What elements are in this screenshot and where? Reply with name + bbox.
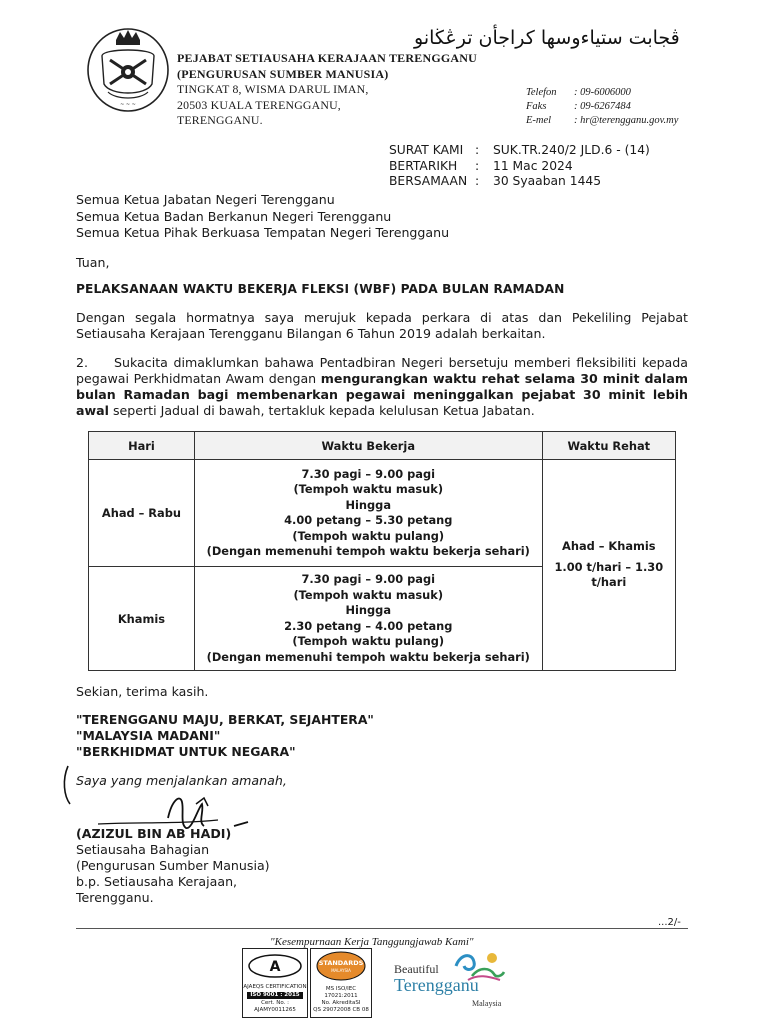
cert-body-name: AJAEQS CERTIFICATION	[243, 984, 307, 990]
reference-block	[389, 143, 650, 190]
email-label: E-mel	[526, 115, 552, 126]
time-note: (Tempoh waktu pulang)	[292, 634, 445, 648]
cert-number: Cert. No. : AJAMY0011265	[254, 1000, 296, 1013]
reference-label: BERTARIKH	[389, 158, 458, 173]
signer-title: (Pengurusan Sumber Manusia)	[76, 858, 270, 873]
accreditation-code: QS 29072008 CB 08	[313, 1007, 369, 1013]
fax-label: Faks	[526, 101, 547, 112]
svg-text:MALAYSIA: MALAYSIA	[331, 968, 351, 973]
phone-row	[526, 86, 678, 100]
phone-label: Telefon	[526, 87, 557, 98]
footer-divider	[76, 928, 688, 929]
closing-line: Sekian, terima kasih.	[76, 684, 209, 699]
working-hours-cell	[194, 460, 542, 567]
beautiful-terengganu-logo	[392, 948, 512, 1012]
motto-block	[76, 712, 374, 760]
schedule-table	[88, 431, 676, 671]
paragraph-text: seperti Jadual di bawah, tertakluk kepada kelulusan Ketua Jabatan.	[108, 403, 535, 418]
signer-title: Setiausaha Bahagian	[76, 842, 210, 857]
condition-note: (Dengan memenuhi tempoh waktu bekerja sehari)	[206, 544, 530, 558]
recipient-line: Semua Ketua Jabatan Negeri Terengganu	[76, 192, 335, 207]
fax-row	[526, 100, 678, 114]
paragraph-2	[76, 355, 688, 419]
office-address-block	[177, 51, 477, 129]
email-row	[526, 114, 678, 128]
recipient-line: Semua Ketua Pihak Berkuasa Tempatan Negeri Terengganu	[76, 225, 450, 240]
svg-text:ڤجابت ستياءوسها كراجأن ترڠڬانو: ڤجابت ستياءوسها كراجأن ترڠڬانو	[414, 27, 680, 49]
signer-block	[76, 826, 270, 906]
rest-days: Ahad – Khamis	[562, 539, 656, 554]
recipients-block	[76, 192, 449, 242]
time-range: 7.30 pagi – 9.00 pagi	[301, 466, 436, 481]
signer-title: Terengganu.	[76, 890, 154, 905]
brand-line-3: Malaysia	[472, 999, 502, 1008]
brand-line-1: Beautiful	[394, 962, 439, 976]
condition-note: (Dengan memenuhi tempoh waktu bekerja sehari)	[206, 649, 530, 664]
reference-value: 30 Syaaban 1445	[493, 174, 602, 188]
brand-line-2: Terengganu	[394, 975, 479, 995]
jawi-office-title	[178, 22, 680, 52]
reference-row	[389, 174, 650, 190]
time-range: 7.30 pagi – 9.00 pagi	[301, 572, 436, 586]
certification-logo	[243, 949, 307, 981]
contact-block	[526, 86, 678, 128]
department-name: (PENGURUSAN SUMBER MANUSIA)	[177, 66, 389, 81]
svg-text:A: A	[269, 959, 281, 975]
rest-time-cell	[542, 460, 675, 671]
time-range: 2.30 petang – 4.00 petang	[284, 618, 453, 633]
paragraph-emphasis: mengurangkan waktu rehat selama 30 minit dalam bulan Ramadan bagi membenarkan pegawai meninggalkan pejabat 30 minit lebih awal	[76, 371, 688, 418]
reference-row	[389, 143, 650, 159]
signer-name: (AZIZUL BIN AB HADI)	[76, 826, 232, 841]
reference-colon: :	[475, 143, 480, 157]
working-hours-cell	[194, 567, 542, 671]
reference-colon: :	[475, 158, 480, 173]
iso-certification-badge	[242, 948, 308, 1018]
motto-line: "TERENGGANU MAJU, BERKAT, SEJAHTERA"	[76, 712, 374, 727]
time-note: (Tempoh waktu masuk)	[293, 482, 444, 496]
column-header-working-hours: Waktu Bekerja	[194, 432, 542, 460]
office-name: PEJABAT SETIAUSAHA KERAJAAN TERENGGANU	[177, 51, 477, 65]
paragraph-text: Sukacita dimaklumkan bahawa Pentadbiran Negeri bersetuju memberi fleksibiliti kepada pegawai Perkhidmatan Awam dengan	[76, 355, 688, 386]
column-header-rest-time: Waktu Rehat	[542, 432, 675, 460]
time-note: (Tempoh waktu pulang)	[292, 528, 445, 543]
motto-line: "BERKHIDMAT UNTUK NEGARA"	[76, 744, 296, 759]
until-word: Hingga	[345, 497, 392, 512]
reference-value: 11 Mac 2024	[493, 158, 573, 173]
paragraph-1: Dengan segala hormatnya saya merujuk kepada perkara di atas dan Pekeliling Pejabat Setiausaha Kerajaan Terengganu Bilangan 6 Tahun 2019 adalah berkaitan.	[76, 310, 688, 341]
svg-text:~ ~ ~: ~ ~ ~	[120, 102, 136, 108]
accreditation-label: No. AkreditaSI	[321, 1000, 361, 1006]
reference-row	[389, 159, 650, 175]
fax-value: : 09-6267484	[574, 101, 631, 112]
day-cell: Ahad – Rabu	[89, 460, 195, 567]
address-line: 20503 KUALA TERENGGANU,	[177, 97, 341, 112]
trust-line: Saya yang menjalankan amanah,	[76, 773, 287, 788]
email-value: : hr@terengganu.gov.my	[574, 115, 679, 126]
recipient-line: Semua Ketua Badan Berkanun Negeri Terengganu	[76, 208, 392, 224]
iso-standard: ISO 9001 : 2015	[247, 992, 303, 999]
table-row	[89, 460, 676, 567]
footer-tagline: "Kesempurnaan Kerja Tanggungjawab Kami"	[270, 936, 474, 948]
address-line: TERENGGANU.	[177, 113, 263, 127]
accreditation-standard: MS ISO/IEC 17021:2011	[324, 986, 358, 999]
reference-label: BERSAMAAN	[389, 174, 468, 188]
state-crest-logo	[86, 26, 170, 112]
letter-subject: PELAKSANAAN WAKTU BEKERJA FLEKSI (WBF) PADA BULAN RAMADAN	[76, 282, 565, 296]
salutation: Tuan,	[76, 255, 110, 270]
table-header-row	[89, 432, 676, 460]
standards-logo	[311, 949, 371, 983]
next-page-marker: ...2/-	[658, 917, 681, 928]
phone-value: : 09-6006000	[574, 87, 631, 98]
rest-time: 1.00 t/hari – 1.30 t/hari	[554, 559, 664, 590]
address-line: TINGKAT 8, WISMA DARUL IMAN,	[177, 82, 369, 96]
column-header-day: Hari	[89, 432, 195, 460]
day-cell: Khamis	[89, 567, 195, 671]
motto-line: "MALAYSIA MADANI"	[76, 728, 221, 743]
reference-colon: :	[475, 174, 480, 188]
until-word: Hingga	[345, 603, 392, 617]
time-note: (Tempoh waktu masuk)	[293, 587, 444, 602]
reference-label: SURAT KAMI	[389, 143, 464, 157]
time-range: 4.00 petang – 5.30 petang	[284, 513, 453, 527]
standards-malaysia-badge	[310, 948, 372, 1018]
reference-value: SUK.TR.240/2 JLD.6 - (14)	[493, 143, 650, 157]
paragraph-number: 2.	[76, 355, 89, 370]
signer-title: b.p. Setiausaha Kerajaan,	[76, 874, 238, 889]
svg-text:STANDARDS: STANDARDS	[318, 959, 364, 967]
